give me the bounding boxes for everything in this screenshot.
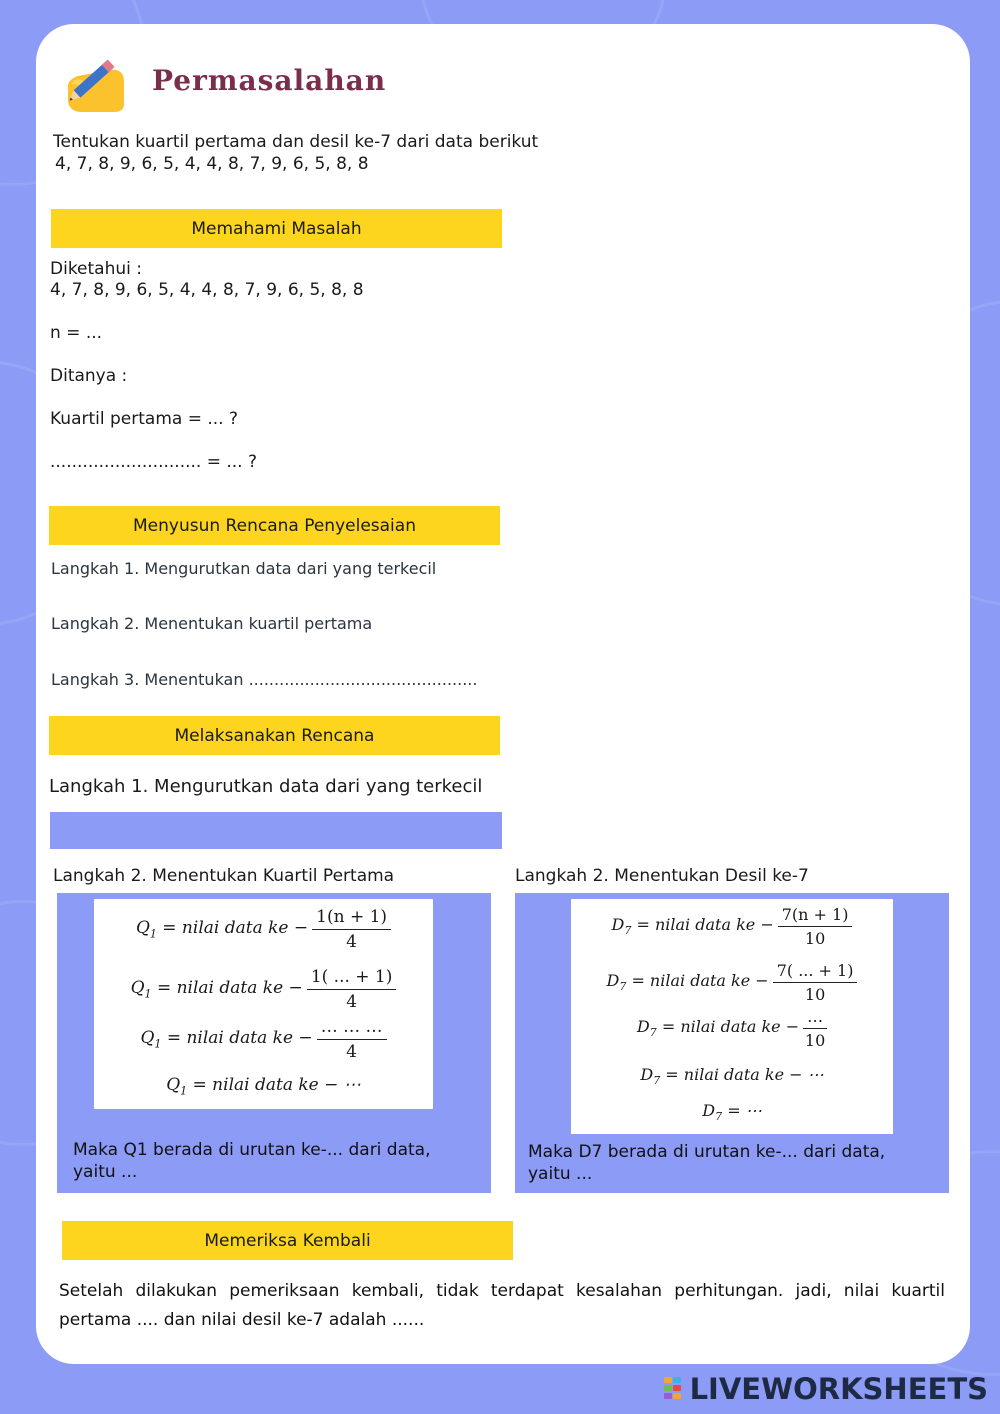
decile-formula-row-3[interactable]: $D_7$ = nilai data ke − $\frac{\dots}{10}$ bbox=[636, 1007, 826, 1050]
section-understand-header: Memahami Masalah bbox=[51, 209, 502, 248]
review-conclusion[interactable]: Setelah dilakukan pemeriksaan kembali, tidak terdapat kesalahan perhitungan. jadi, nilai kuartil pertama .... dan nilai desil ke-7 adalah ...... bbox=[59, 1281, 945, 1330]
page-title: Permasalahan bbox=[152, 64, 387, 97]
section-review-header: Memeriksa Kembali bbox=[62, 1221, 513, 1260]
plan-step-3[interactable]: Langkah 3. Menentukan ............................................. bbox=[51, 670, 478, 689]
decile-formula-row-4[interactable]: $D_7$ = nilai data ke − ⋯ bbox=[640, 1065, 824, 1088]
plan-step-1: Langkah 1. Mengurutkan data dari yang terkecil bbox=[51, 559, 437, 578]
known-label: Diketahui : bbox=[50, 259, 142, 279]
quartile-result-text[interactable]: Maka Q1 berada di urutan ke-... dari data, yaitu ... bbox=[73, 1140, 431, 1182]
problem-statement: Tentukan kuartil pertama dan desil ke-7 dari data berikut bbox=[53, 132, 539, 152]
decile-panel bbox=[515, 893, 949, 1193]
execute-step-1: Langkah 1. Mengurutkan data dari yang terkecil bbox=[49, 776, 483, 797]
quartile-formula-row-3[interactable]: $Q_1$ = nilai data ke − $\frac{\dots \dots \dots}{4}$ bbox=[94, 1017, 433, 1062]
section-plan-header: Menyusun Rencana Penyelesaian bbox=[49, 506, 500, 545]
worksheet-page bbox=[36, 24, 970, 1364]
liveworksheets-icon bbox=[664, 1377, 686, 1401]
decile-result-text[interactable]: Maka D7 berada di urutan ke-... dari data, yaitu ... bbox=[528, 1142, 886, 1184]
execute-step-2-decile: Langkah 2. Menentukan Desil ke-7 bbox=[515, 866, 809, 886]
known-data: 4, 7, 8, 9, 6, 5, 4, 4, 8, 7, 9, 6, 5, 8, 8 bbox=[50, 280, 364, 300]
quartile-formula-box bbox=[94, 899, 433, 1109]
n-line[interactable]: n = ... bbox=[50, 323, 103, 343]
decile-formula-row-2[interactable]: $D_7$ = nilai data ke − $\frac{7( ... + 1)}{10}$ bbox=[571, 961, 893, 1004]
brand-name: LIVEWORKSHEETS bbox=[689, 1372, 988, 1406]
quartile-formula-row-1: $Q_1$ = nilai data ke − $\frac{1(n + 1)}{4}$ bbox=[94, 907, 433, 952]
section-execute-header: Melaksanakan Rencana bbox=[49, 716, 500, 755]
decile-formula-row-1: $D_7$ = nilai data ke − $\frac{7(n + 1)}{10}$ bbox=[571, 905, 893, 948]
quartile-formula-row-4[interactable]: $Q_1$ = nilai data ke − ⋯ bbox=[166, 1075, 361, 1098]
sorted-data-input[interactable] bbox=[50, 812, 502, 849]
problem-data: 4, 7, 8, 9, 6, 5, 4, 4, 8, 7, 9, 6, 5, 8, 8 bbox=[55, 154, 369, 174]
liveworksheets-logo bbox=[664, 1372, 988, 1406]
blank-asked-line[interactable]: ............................ = ... ? bbox=[50, 452, 257, 472]
quartile-panel bbox=[57, 893, 491, 1193]
decile-formula-row-5[interactable]: $D_7$ = ⋯ bbox=[702, 1101, 762, 1124]
pencil-hand-icon bbox=[58, 50, 130, 116]
decile-formula-box bbox=[571, 899, 893, 1134]
execute-step-2-quartile: Langkah 2. Menentukan Kuartil Pertama bbox=[53, 866, 395, 886]
plan-step-2: Langkah 2. Menentukan kuartil pertama bbox=[51, 614, 373, 633]
quartile-formula-row-2[interactable]: $Q_1$ = nilai data ke − $\frac{1( ... + 1)}{4}$ bbox=[94, 967, 433, 1012]
q1-asked-line[interactable]: Kuartil pertama = ... ? bbox=[50, 409, 238, 429]
asked-label: Ditanya : bbox=[50, 366, 128, 386]
